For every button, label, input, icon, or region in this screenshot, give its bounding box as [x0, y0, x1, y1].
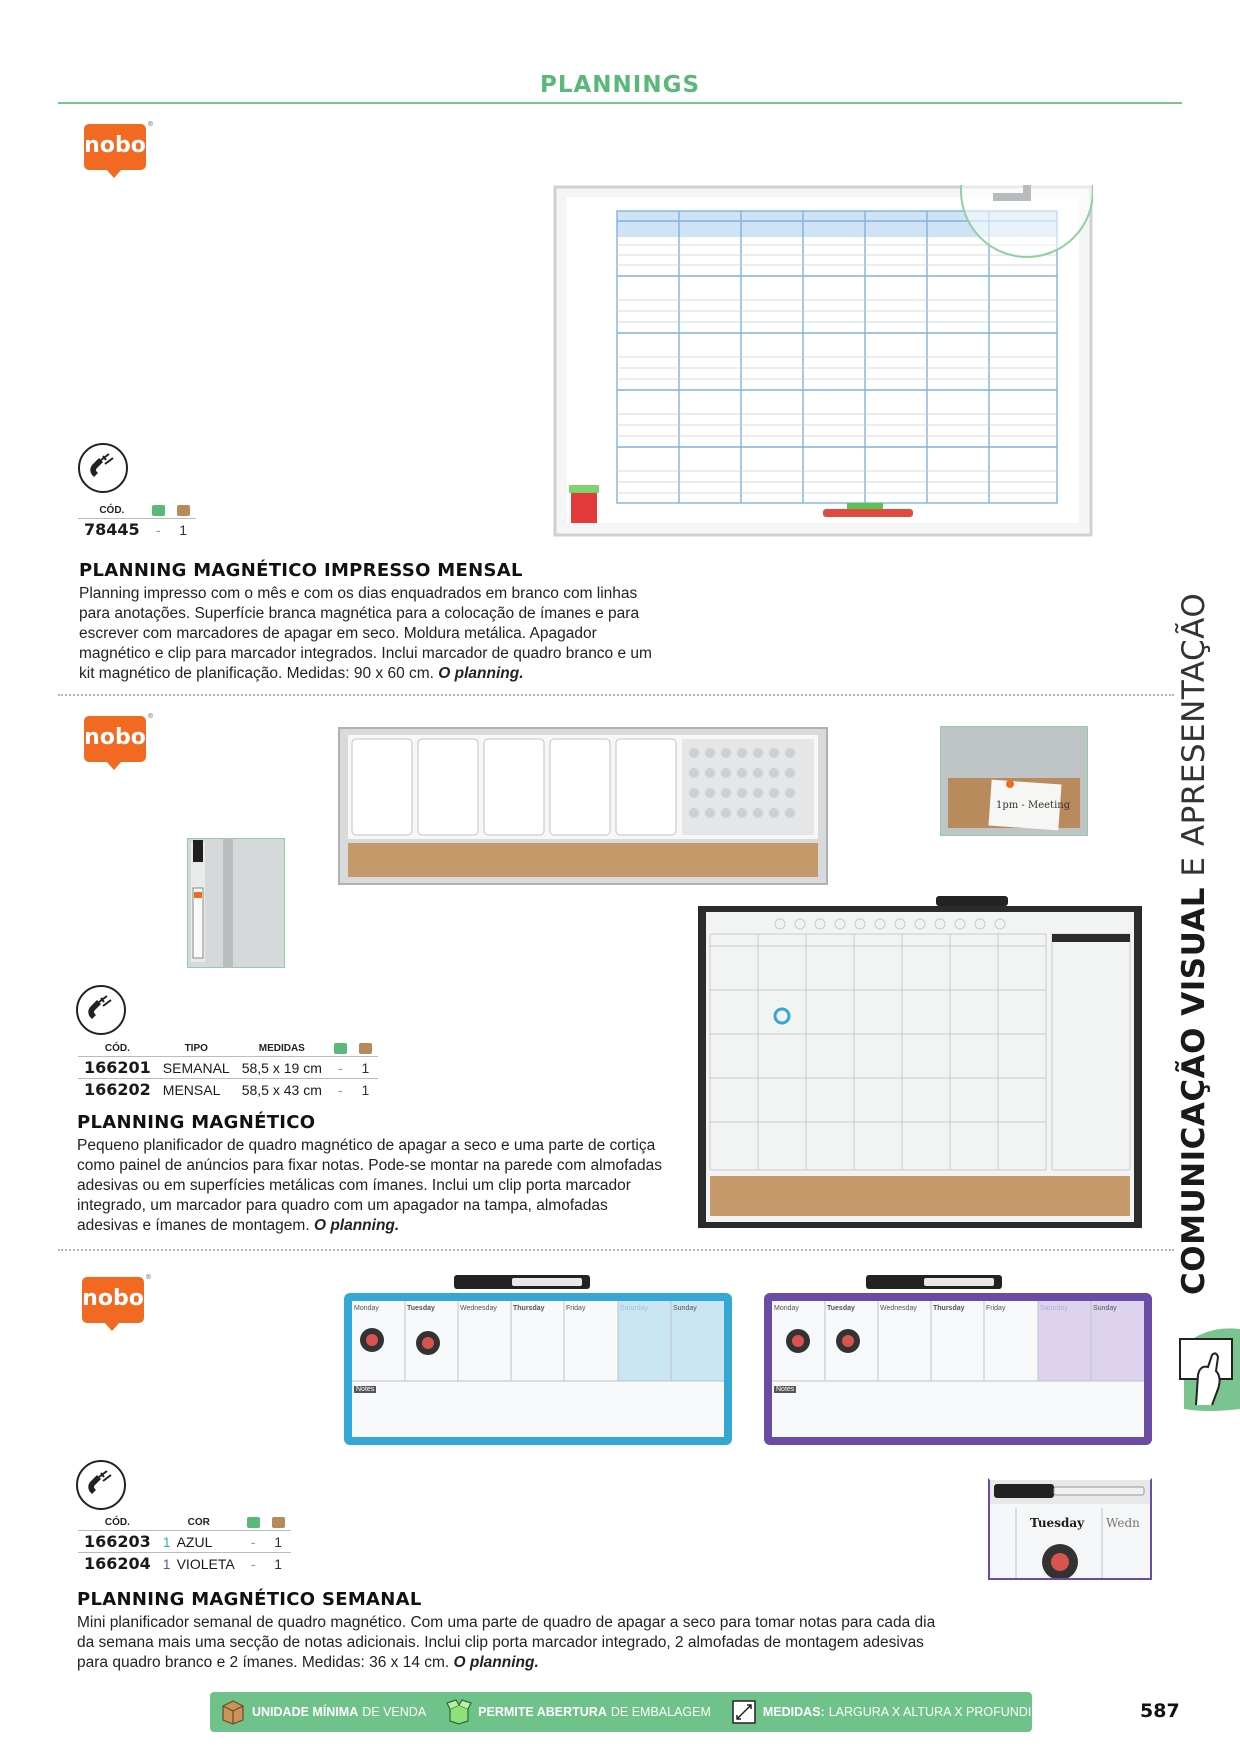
reg-mark: ®: [147, 712, 154, 720]
section-divider: [58, 1249, 1174, 1251]
magnetic-icon: [76, 1460, 126, 1510]
product-code: 78445: [78, 519, 146, 541]
notes-label: Notes: [776, 1386, 795, 1393]
table-row: [78, 1531, 291, 1553]
spec-table-78445: [78, 504, 196, 540]
nobo-logo: [84, 712, 154, 762]
day-label: Tuesday: [827, 1305, 855, 1312]
table-row: [78, 519, 196, 541]
cork-note-detail-image: [940, 726, 1088, 836]
dimensions-icon: [731, 1699, 757, 1725]
min-unit-value: 1: [353, 1057, 378, 1079]
product-color: AZUL: [171, 1531, 241, 1553]
col-header-open-pack: [146, 504, 171, 519]
blue-weekly-planner-image: [342, 1275, 734, 1447]
monthly-cork-planner-image: [696, 892, 1144, 1232]
product-title: PLANNING MAGNÉTICO IMPRESSO MENSAL: [79, 560, 523, 581]
legend-normal: DE VENDA: [362, 1705, 427, 1719]
marker-clip-detail-image: [187, 838, 285, 968]
legend-open-pack: [446, 1699, 711, 1725]
day-label: Sunday: [673, 1305, 697, 1312]
description-text: Pequeno planificador de quadro magnético de apagar a seco e uma parte de cortiça como painel de anúncios para fixar notas. Pode-se montar na parede com almofadas adesivas ou em superfícies metálicas com ímanes. Inclui um clip porta marcador integrado, um marcador para quadro com um apagador na tampa, almofadas adesivas e ímanes de montagem.: [77, 1137, 663, 1234]
product-description: [77, 1613, 955, 1673]
header-rule: [58, 102, 1182, 104]
zoom-day-label: Tuesday: [1030, 1516, 1085, 1530]
col-header-size: MEDIDAS: [258, 1043, 305, 1055]
logo-text: nobo: [84, 725, 146, 750]
legend-min-unit: [220, 1699, 426, 1725]
note-text: 1pm - Meeting: [996, 800, 1071, 811]
product-size: 58,5 x 19 cm: [236, 1057, 328, 1079]
open-package-icon: [334, 1043, 347, 1054]
open-package-icon: [247, 1517, 260, 1528]
open-pack-value: -: [146, 519, 171, 541]
reg-mark: ®: [145, 1273, 152, 1281]
box-icon: [177, 505, 190, 516]
day-label: Wednesday: [880, 1305, 917, 1312]
section-side-title: [1176, 592, 1212, 1295]
min-unit-value: 1: [266, 1531, 291, 1553]
presentation-hand-icon: [1178, 1325, 1240, 1413]
legend-strong: MEDIDAS:: [762, 1705, 825, 1719]
legend-strong: UNIDADE MÍNIMA: [252, 1705, 359, 1719]
col-header-code: CÓD.: [104, 1043, 130, 1055]
product-description: [79, 584, 657, 684]
sale-unit: O planning.: [438, 665, 524, 682]
day-label: Monday: [774, 1305, 799, 1312]
product-description: [77, 1136, 663, 1236]
magnetic-icon: [76, 985, 126, 1035]
day-label: Thursday: [513, 1305, 545, 1312]
col-header-code: CÓD.: [99, 505, 125, 517]
col-header-min-unit: [171, 504, 196, 519]
logo-text: nobo: [82, 1286, 144, 1311]
weekly-cork-planner-image: [338, 727, 828, 885]
side-title-bold: COMUNICAÇÃO VISUAL: [1176, 886, 1212, 1295]
open-package-icon: [152, 505, 165, 516]
violet-weekly-planner-image: [762, 1275, 1154, 1447]
day-label: Monday: [354, 1305, 379, 1312]
box-icon: [220, 1699, 246, 1725]
spec-table-planning-semanal: [78, 1516, 291, 1574]
open-package-icon: [446, 1699, 472, 1725]
min-unit-value: 1: [171, 519, 196, 541]
min-unit-value: 1: [266, 1553, 291, 1575]
product-title: PLANNING MAGNÉTICO: [77, 1112, 316, 1133]
nobo-logo: [82, 1273, 152, 1323]
day-label: Saturday: [1040, 1305, 1069, 1312]
box-icon: [359, 1043, 372, 1054]
day-label: Sunday: [1093, 1305, 1117, 1312]
nobo-logo: [84, 120, 154, 170]
sale-unit: O planning.: [453, 1654, 539, 1671]
day-label: Wednesday: [460, 1305, 497, 1312]
table-row: [78, 1057, 378, 1079]
page-title: PLANNINGS: [539, 72, 701, 98]
logo-text: nobo: [84, 133, 146, 158]
open-pack-value: -: [328, 1057, 353, 1079]
magnetic-icon: [78, 443, 128, 493]
col-header-open-pack: [328, 1042, 353, 1057]
product-code: 166201: [78, 1057, 157, 1079]
box-icon: [272, 1517, 285, 1528]
product-type: SEMANAL: [157, 1057, 236, 1079]
footer-legend: [210, 1692, 1067, 1732]
table-row: [78, 1079, 378, 1101]
col-header-min-unit: [353, 1042, 378, 1057]
col-header-code: CÓD.: [104, 1517, 130, 1529]
product-color: VIOLETA: [171, 1553, 241, 1575]
weekly-planner-zoom-image: [988, 1478, 1152, 1580]
product-code: 166203: [78, 1531, 157, 1553]
col-header-min-unit: [266, 1516, 291, 1531]
open-pack-value: -: [328, 1079, 353, 1101]
description-text: Mini planificador semanal de quadro magnético. Com uma parte de quadro de apagar a seco para tomar notas para cada dia da semana mais uma secção de notas adicionais. Inclui clip porta marcador integrado, 2 almofadas de montagem adesivas para quadro branco e 2 ímanes. Medidas: 36 x 14 cm.: [77, 1614, 936, 1671]
day-label: Thursday: [933, 1305, 965, 1312]
col-header-type: TIPO: [184, 1043, 208, 1055]
min-unit-value: 1: [353, 1079, 378, 1101]
product-code: 166202: [78, 1079, 157, 1101]
color-ref: 1: [157, 1531, 171, 1553]
side-title-light: E APRESENTAÇÃO: [1176, 592, 1212, 877]
table-row: [78, 1553, 291, 1575]
monthly-planner-image: [553, 185, 1093, 537]
col-header-open-pack: [241, 1516, 266, 1531]
color-ref: 1: [157, 1553, 171, 1575]
legend-strong: PERMITE ABERTURA: [478, 1705, 607, 1719]
product-size: 58,5 x 43 cm: [236, 1079, 328, 1101]
reg-mark: ®: [147, 120, 154, 128]
product-code: 166204: [78, 1553, 157, 1575]
day-label: Friday: [986, 1305, 1006, 1312]
description-text: Planning impresso com o mês e com os dias enquadrados em branco com linhas para anotações. Superfície branca magnética para a colocação de ímanes e para escrever com marcadores de apagar em seco. Moldura metálica. Apagador magnético e clip para marcador integrados. Inclui marcador de quadro branco e um kit magnético de planificação. Medidas: 90 x 60 cm.: [79, 585, 652, 682]
product-type: MENSAL: [157, 1079, 236, 1101]
open-pack-value: -: [241, 1531, 266, 1553]
legend-dimensions: [731, 1699, 1066, 1725]
day-label: Saturday: [620, 1305, 649, 1312]
page-number: 587: [1140, 1700, 1180, 1722]
sale-unit: O planning.: [313, 1217, 400, 1234]
spec-table-planning-magnetico: [78, 1042, 378, 1100]
day-label: Tuesday: [407, 1305, 435, 1312]
day-label: Friday: [566, 1305, 586, 1312]
product-title: PLANNING MAGNÉTICO SEMANAL: [77, 1589, 422, 1610]
section-divider: [58, 694, 1174, 696]
zoom-day-label: Wedn: [1106, 1516, 1140, 1530]
legend-normal: DE EMBALAGEM: [610, 1705, 711, 1719]
legend-normal: LARGURA X ALTURA X PROFUNDIDADE: [828, 1705, 1067, 1719]
col-header-color: COR: [187, 1517, 210, 1529]
notes-label: Notes: [356, 1386, 375, 1393]
open-pack-value: -: [241, 1553, 266, 1575]
